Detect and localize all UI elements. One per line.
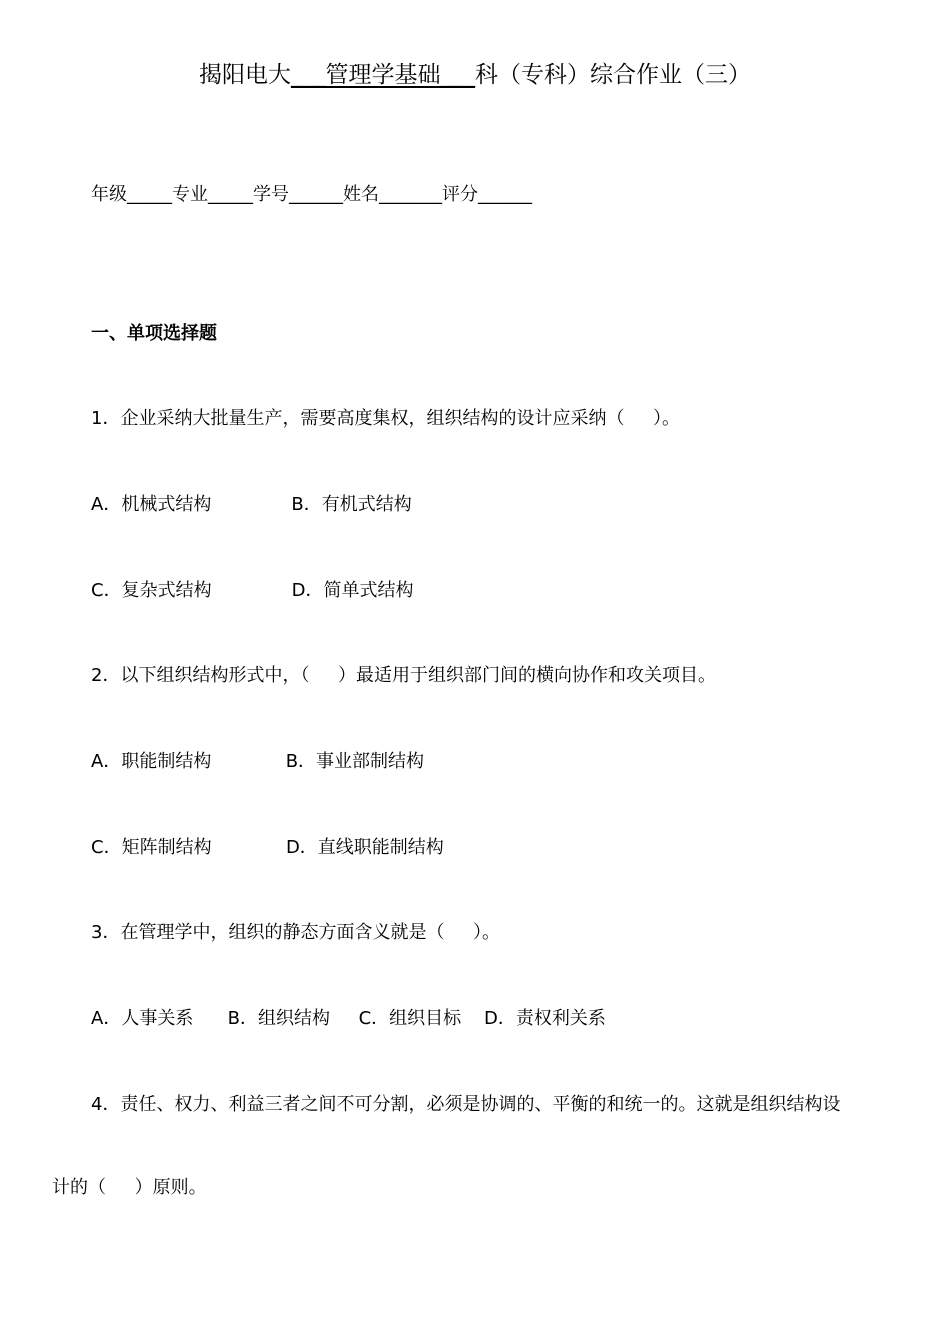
document-title [0,60,950,90]
question-3: 3．在管理学中，组织的静态方面含义就是（ ）。 [91,922,501,943]
question-1-options-ab: A．机械式结构 B．有机式结构 [91,494,412,515]
title-course: ___管理学基础___ [291,62,475,88]
question-4: 4．责任、权力、利益三者之间不可分割，必须是协调的、平衡的和统一的。这就是组织结构设 [91,1094,841,1115]
title-prefix: 揭阳电大 [199,62,291,88]
question-2: 2．以下组织结构形式中，（ ）最适用于组织部门间的横向协作和攻关项目。 [91,665,717,686]
student-info-line: 年级_____专业_____学号______姓名_______评分______ [91,184,532,205]
title-suffix: 科（专科）综合作业（三） [475,62,751,88]
section-heading: 一、单项选择题 [91,323,217,344]
question-1: 1．企业采纳大批量生产，需要高度集权，组织结构的设计应采纳（ ）。 [91,408,681,429]
question-4-continued: 计的（ ）原则。 [52,1177,207,1198]
question-2-options-ab: A．职能制结构 B．事业部制结构 [91,751,425,772]
question-1-options-cd: C．复杂式结构 D．简单式结构 [91,580,414,601]
question-3-options: A．人事关系 B．组织结构 C．组织目标 D．责权利关系 [91,1008,606,1029]
question-2-options-cd: C．矩阵制结构 D．直线职能制结构 [91,837,444,858]
